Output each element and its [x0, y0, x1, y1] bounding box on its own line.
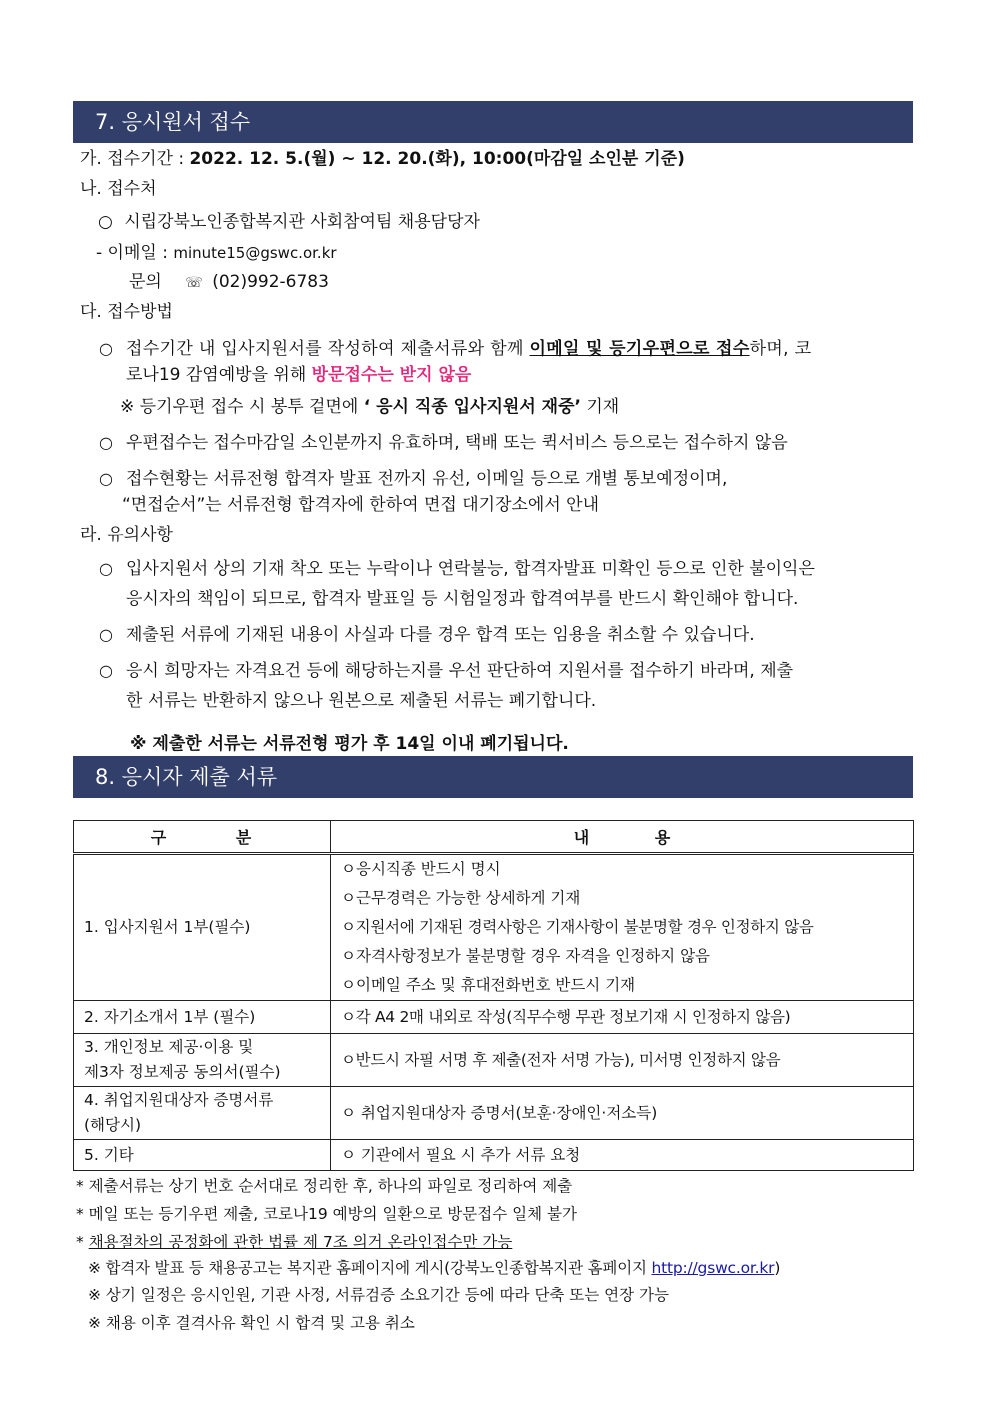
header-category: 구 분: [74, 821, 331, 854]
notice-item-2: 제출된 서류에 기재된 내용이 사실과 다를 경우 합격 또는 임용을 취소할 수 있습니다.: [126, 625, 755, 645]
envelope-text-emphasis: ‘ 응시 직종 입사지원서 재중’: [363, 397, 581, 417]
row-content: [331, 1140, 914, 1171]
receipt-method-label: 다. 접수방법: [80, 302, 173, 322]
section-7-header: [73, 101, 913, 143]
phone-line: [129, 269, 329, 296]
receipt-place-text: 시립강북노인종합복지관 사회참여팀 채용담당자: [124, 212, 480, 232]
bullet-icon: ○: [99, 469, 113, 488]
note-3: [76, 1229, 512, 1255]
text-segment: 기재: [580, 397, 620, 417]
note-6: ※ 채용 이후 결격사유 확인 시 합격 및 고용 취소: [88, 1314, 415, 1332]
text-segment: 하며, 코: [749, 339, 812, 359]
registered-mail-note: [120, 394, 619, 420]
notice-item-1-cont: 응시자의 책임이 되므로, 합격자 발표일 등 시험일정과 합격여부를 반드시 확인해야 합니다.: [126, 589, 799, 609]
note-2: * 메일 또는 등기우편 제출, 코로나19 예방의 일환으로 방문접수 일체 불가: [76, 1205, 577, 1223]
bullet-icon: ○: [99, 339, 113, 358]
receipt-method-item-1: [126, 336, 811, 362]
content-item: ㅇ자격사항정보가 불분명할 경우 자격을 인정하지 않음: [341, 947, 711, 965]
receipt-method-item-1-cont: [126, 362, 471, 388]
table-header-row: [74, 821, 914, 854]
bullet-icon: ○: [99, 661, 113, 680]
content-item: ㅇ 취업지원대상자 증명서(보훈·장애인·저소득): [341, 1103, 658, 1122]
table-row: [74, 1034, 914, 1087]
row-label: [74, 1140, 331, 1171]
note-4: [88, 1255, 780, 1281]
table-row: [74, 1140, 914, 1171]
notice-item-3-cont: 한 서류는 반환하지 않으나 원본으로 제출된 서류는 폐기합니다.: [126, 691, 597, 711]
receipt-period: [80, 146, 685, 172]
row-label: [74, 1087, 331, 1140]
note-3-text: 채용절차의 공정화에 관한 법률 제 7조 의거 온라인접수만 가능: [88, 1233, 513, 1251]
no-visit-emphasis: 방문접수는 받지 않음: [311, 365, 472, 385]
table-row: [74, 854, 914, 1001]
text-segment: 로나19 감염예방을 위해: [126, 365, 312, 385]
note-4-text: ※ 합격자 발표 등 채용공고는 복지관 홈페이지에 게시(강북노인종합복지관 홈페이지: [88, 1259, 652, 1277]
row-label-text: 1. 입사지원서 1부(필수): [84, 918, 251, 936]
receipt-method-item-3: 접수현황는 서류전형 합격자 발표 전까지 유선, 이메일 등으로 개별 통보예정이며,: [126, 469, 728, 489]
receipt-period-label: 가. 접수기간 :: [80, 149, 190, 169]
row-label-text: 3. 개인정보 제공·이용 및: [84, 1038, 254, 1056]
row-content: [331, 854, 914, 1001]
row-content: [331, 1034, 914, 1087]
row-label-text: 4. 취업지원대상자 증명서류: [84, 1091, 274, 1109]
document-disposal-note: ※ 제출한 서류는 서류전형 평가 후 14일 이내 폐기됩니다.: [130, 734, 569, 754]
notice-item-3: 응시 희망자는 자격요건 등에 해당하는지를 우선 판단하여 지원서를 접수하기 바라며, 제출: [126, 661, 794, 681]
row-label: [74, 1034, 331, 1087]
row-label: [74, 1001, 331, 1034]
content-item: ㅇ근무경력은 가능한 상세하게 기재: [341, 889, 581, 907]
table-row: [74, 1087, 914, 1140]
notice-label: 라. 유의사항: [80, 525, 173, 545]
phone-label: 문의: [129, 272, 162, 292]
receipt-place-item: [98, 209, 480, 235]
content-item: ㅇ반드시 자필 서명 후 제출(전자 서명 가능), 미서명 인정하지 않음: [341, 1050, 781, 1069]
table-row: [74, 1001, 914, 1034]
row-label-text: 제3자 정보제공 동의서(필수): [84, 1063, 281, 1081]
receipt-method-item-2: 우편접수는 접수마감일 소인분까지 유효하며, 택배 또는 퀵서비스 등으로는 접수하지 않음: [126, 433, 788, 453]
row-content: [331, 1087, 914, 1140]
phone-icon: ☏: [185, 275, 203, 291]
receipt-place-label: 나. 접수처: [80, 179, 157, 199]
section-7-title: 7. 응시원서 접수: [95, 110, 251, 134]
receipt-period-value: 2022. 12. 5.(월) ~ 12. 20.(화), 10:00(마감일 소인분 기준): [189, 149, 685, 169]
row-content: [331, 1001, 914, 1034]
bullet-icon: ○: [99, 625, 113, 644]
note-5: ※ 상기 일정은 응시인원, 기관 사정, 서류검증 소요기간 등에 따라 단축 또는 연장 가능: [88, 1286, 670, 1304]
note-3-star: *: [76, 1233, 89, 1251]
content-item: ㅇ지원서에 기재된 경력사항은 기재사항이 불분명할 경우 인정하지 않음: [341, 918, 814, 936]
phone-value: (02)992-6783: [212, 272, 329, 292]
text-segment: 접수기간 내 입사지원서를 작성하여 제출서류와 함께: [126, 339, 530, 359]
content-item: ㅇ 기관에서 필요 시 추가 서류 요청: [341, 1145, 581, 1164]
row-label-text: 2. 자기소개서 1부 (필수): [84, 1007, 256, 1026]
note-4-close: ): [774, 1259, 781, 1277]
content-item: ㅇ응시직종 반드시 명시: [341, 860, 501, 878]
email-and-mail-emphasis: 이메일 및 등기우편으로 접수: [529, 339, 750, 359]
row-label-text: (해당시): [84, 1116, 142, 1134]
email-value: minute15@gswc.or.kr: [173, 244, 337, 262]
content-item: ㅇ각 A4 2매 내외로 작성(직무수행 무관 정보기재 시 인정하지 않음): [341, 1007, 791, 1026]
required-documents-table: [73, 820, 914, 1171]
header-content: 내 용: [331, 821, 914, 854]
receipt-method-item-3-cont: “면접순서”는 서류전형 합격자에 한하여 면접 대기장소에서 안내: [122, 495, 600, 515]
email-line: [96, 240, 337, 266]
bullet-icon: ○: [99, 559, 113, 578]
section-8-title: 8. 응시자 제출 서류: [95, 765, 278, 789]
row-label: [74, 854, 331, 1001]
bullet-icon: ○: [99, 433, 113, 452]
content-item: ㅇ이메일 주소 및 휴대전화번호 반드시 기재: [341, 976, 636, 994]
notice-item-1: 입사지원서 상의 기재 착오 또는 누락이나 연락불능, 합격자발표 미확인 등으로 인한 불이익은: [126, 559, 815, 579]
section-8-header: [73, 756, 913, 798]
text-segment: ※ 등기우편 접수 시 봉투 겉면에: [120, 397, 364, 417]
homepage-link[interactable]: http://gswc.or.kr: [651, 1259, 775, 1277]
row-label-text: 5. 기타: [84, 1145, 134, 1164]
note-1: * 제출서류는 상기 번호 순서대로 정리한 후, 하나의 파일로 정리하여 제출: [76, 1177, 573, 1195]
email-label: - 이메일 :: [96, 243, 174, 263]
bullet-icon: ○: [98, 212, 113, 232]
